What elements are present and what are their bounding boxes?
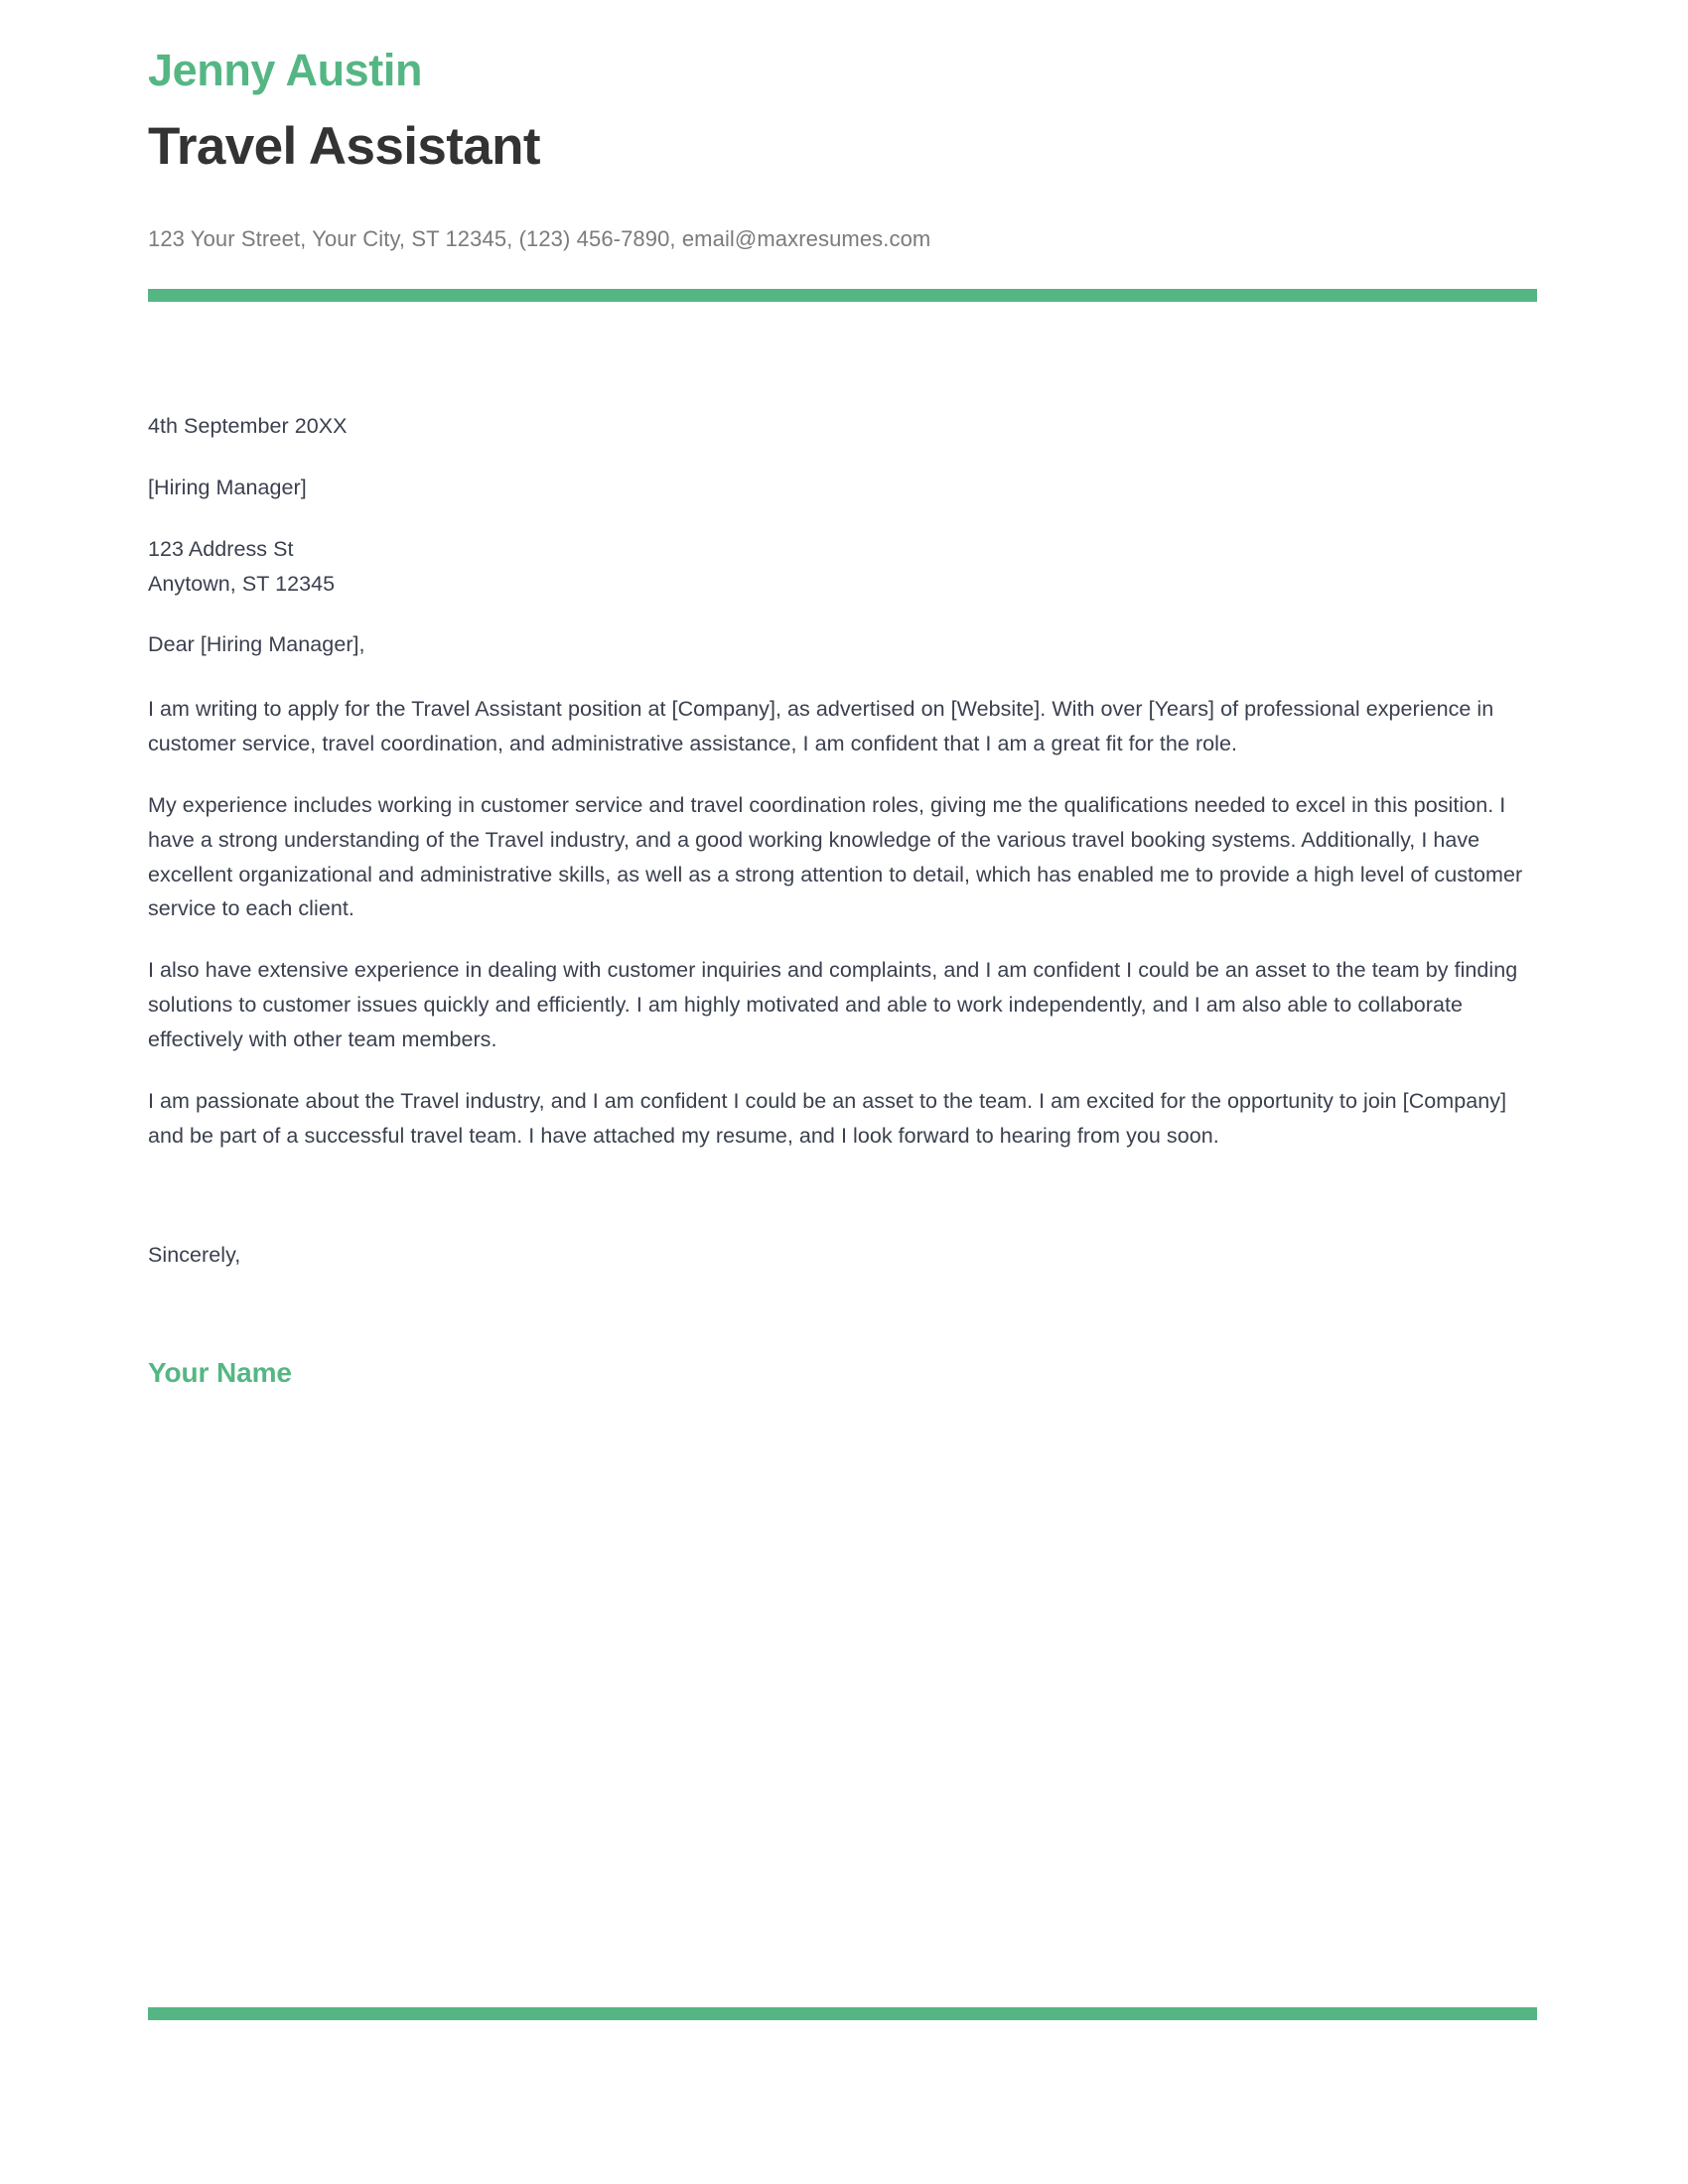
- letter-salutation: Dear [Hiring Manager],: [148, 632, 365, 657]
- recipient-address-line-1: 123 Address St: [148, 536, 294, 561]
- recipient-address-line-2: Anytown, ST 12345: [148, 571, 336, 596]
- letter-body: [148, 409, 1537, 1395]
- contact-info-line: 123 Your Street, Your City, ST 12345, (123) 456-7890, email@maxresumes.com: [148, 226, 931, 252]
- letter-paragraph-2: My experience includes working in customer service and travel coordination roles, giving me the qualifications needed to excel in this position. I have a strong understanding of the Travel industry, and a good working knowledge of the various travel booking systems. Additionally, I have excellent organizational and administrative skills, as well as a strong attention to detail, which has enabled me to provide a high level of customer service to each client.: [148, 792, 1523, 921]
- letter-content: [148, 0, 1537, 1396]
- letter-closing: Sincerely,: [148, 1243, 241, 1268]
- letter-paragraph-1: I am writing to apply for the Travel Assistant position at [Company], as advertised on [Website]. With over [Years] of professional experience in customer service, travel coordination, and administrative assistance, I am confident that I am a great fit for the role.: [148, 697, 1494, 756]
- letter-date: 4th September 20XX: [148, 414, 348, 439]
- applicant-job-title: Travel Assistant: [148, 117, 540, 177]
- applicant-name: Jenny Austin: [148, 45, 423, 95]
- footer-divider-bar: [148, 2007, 1537, 2020]
- header-divider-bar: [148, 289, 1537, 302]
- letter-header: [148, 0, 1537, 255]
- recipient-address: [148, 532, 1537, 602]
- letter-signature-name: Your Name: [148, 1357, 292, 1389]
- letter-recipient: [Hiring Manager]: [148, 475, 307, 499]
- letter-paragraph-3: I also have extensive experience in dealing with customer inquiries and complaints, and I am confident I could be an asset to the team by finding solutions to customer issues quickly and efficiently. I am highly motivated and able to work independently, and I am also able to collaborate effectively with other team members.: [148, 958, 1518, 1051]
- letter-paragraph-4: I am passionate about the Travel industry, and I am confident I could be an asset to the team. I am excited for the opportunity to join [Company] and be part of a successful travel team. I have attached my resume, and I look forward to hearing from you soon.: [148, 1088, 1507, 1148]
